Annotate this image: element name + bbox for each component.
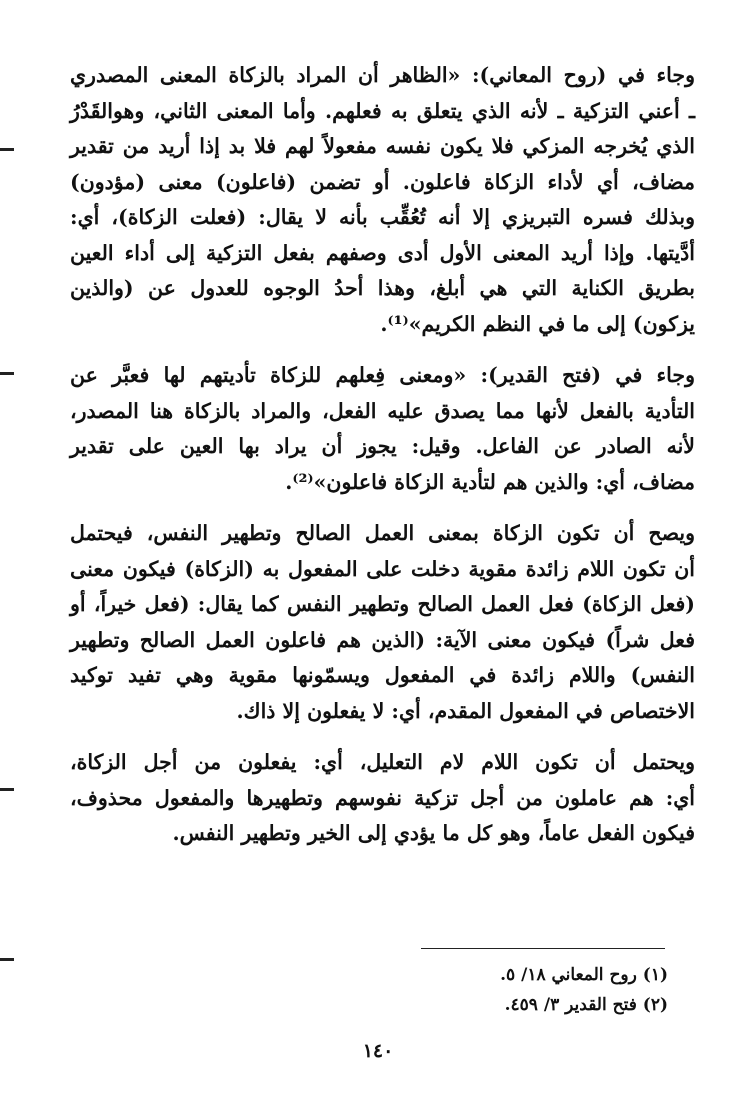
paragraph-2 bbox=[70, 358, 695, 500]
text-line: التأدية بالفعل لأنها مما يصدق عليه الفعل، والمراد بالزكاة هنا المصدر، bbox=[70, 398, 695, 423]
footnote-2: (٢) فتح القدير ٣/ ٤٥٩. bbox=[504, 995, 668, 1015]
text-line: وجاء في (فتح القدير): «ومعنى فِعلهم للزكاة تأديتهم لها فعبَّر عن bbox=[70, 363, 695, 387]
scan-edge-mark bbox=[0, 958, 14, 961]
text-line: أن تكون اللام زائدة مقوية دخلت على المفعول به (الزكاة) فيكون معنى bbox=[70, 556, 695, 581]
text-line: لأنه الصادر عن الفاعل. وقيل: يجوز أن يراد بها العين على تقدير bbox=[70, 434, 695, 458]
text-line: فعل شراً) فيكون معنى الآية: (الذين هم فاعلون العمل الصالح وتطهير bbox=[70, 627, 695, 652]
paragraph-3 bbox=[70, 516, 695, 729]
text-line: ـ أعني التزكية ـ لأنه الذي يتعلق به فعلهم. وأما المعنى الثاني، وهوالقَدْرُ bbox=[70, 98, 695, 123]
text-line: ويحتمل أن تكون اللام لام التعليل، أي: يفعلون من أجل الزكاة، bbox=[70, 750, 695, 774]
paragraph-1 bbox=[70, 58, 695, 342]
footnote-1: (١) روح المعاني ١٨/ ٥. bbox=[500, 965, 668, 985]
paragraph-4 bbox=[70, 745, 695, 852]
text-line: وجاء في (روح المعاني): «الظاهر أن المراد بالزكاة المعنى المصدري bbox=[70, 63, 695, 87]
footnote-divider bbox=[421, 948, 665, 949]
text-line: النفس) واللام زائدة في المفعول ويسمّونها مقوية وهي تفيد توكيد bbox=[70, 663, 695, 687]
text-line: أدَّيتها. وإذا أريد المعنى الأول أدى وصفهم بفعل التزكية إلى أداء العين bbox=[70, 240, 695, 265]
footnotes bbox=[268, 960, 668, 1020]
page-body bbox=[70, 58, 695, 868]
scan-edge-mark bbox=[0, 372, 14, 375]
text-line: الذي يُخرجه المزكي فلا يكون نفسه مفعولاً لهم فلا بد إذا أريد من تقدير bbox=[70, 134, 695, 158]
text-line: فيكون الفعل عاماً، وهو كل ما يؤدي إلى الخير وتطهير النفس. bbox=[172, 821, 695, 845]
text-line: الاختصاص في المفعول المقدم، أي: لا يفعلون إلا ذاك. bbox=[236, 698, 695, 723]
text-line: (فعل الزكاة) فعل العمل الصالح وتطهير النفس كما يقال: (فعل خيراً، أو bbox=[70, 592, 695, 616]
text-line: أي: هم عاملون من أجل تزكية نفوسهم وتطهيرها والمفعول محذوف، bbox=[70, 785, 695, 810]
text-line: ويصح أن تكون الزكاة بمعنى العمل الصالح وتطهير النفس، فيحتمل bbox=[70, 521, 695, 545]
scan-edge-mark bbox=[0, 788, 14, 791]
scan-edge-mark bbox=[0, 148, 14, 151]
page-number: ١٤٠ bbox=[362, 1040, 394, 1062]
text-line: يزكون) إلى ما في النظم الكريم»⁽¹⁾. bbox=[380, 311, 695, 336]
text-line: بطريق الكناية التي هي أبلغ، وهذا أحدُ الوجوه للعدول عن (والذين bbox=[70, 276, 695, 300]
text-line: مضاف، أي: والذين هم لتأدية الزكاة فاعلون»⁽²⁾. bbox=[285, 469, 695, 494]
text-line: مضاف، أي لأداء الزكاة فاعلون. أو تضمن (فاعلون) معنى (مؤدون) bbox=[70, 169, 695, 194]
text-line: وبذلك فسره التبريزي إلا أنه تُعُقِّب بأنه لا يقال: (فعلت الزكاة)، أي: bbox=[70, 205, 695, 229]
